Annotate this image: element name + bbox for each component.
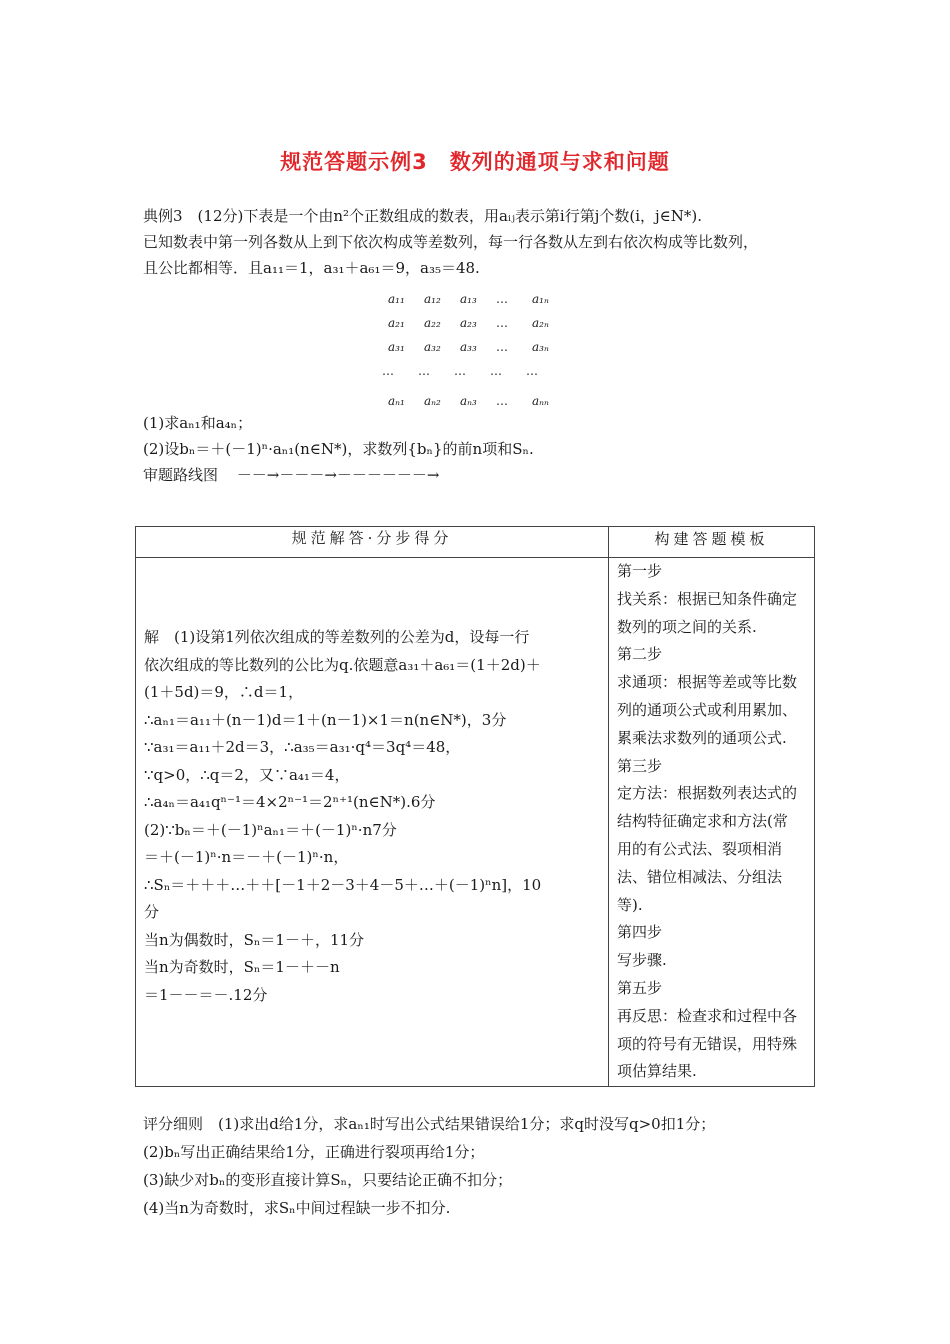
- matrix-cell: aₙₙ: [532, 394, 549, 408]
- solution-lines: [144, 558, 600, 1009]
- matrix-cell: aₙ₂: [424, 394, 441, 408]
- template-line: 第二步: [617, 645, 663, 664]
- template-line: 项估算结果.: [617, 1062, 697, 1081]
- solution-line: ∴Sₙ＝＋＋＋…＋＋[－1＋2－3＋4－5＋…＋(－1)ⁿn]，10: [144, 875, 542, 894]
- matrix-cell: …: [382, 364, 394, 378]
- solution-line: 当n为奇数时，Sₙ＝1－＋－n: [144, 958, 340, 976]
- matrix-row: [382, 364, 568, 388]
- header-template: 构建答题模板: [609, 527, 815, 558]
- matrix-cell: …: [526, 364, 538, 378]
- matrix-cell: …: [454, 364, 466, 378]
- solution-line: 当n为偶数时，Sₙ＝1－＋，11分: [144, 930, 365, 949]
- matrix-cell: aₙ₁: [388, 394, 405, 408]
- matrix-row: [388, 316, 568, 340]
- template-lines: [617, 558, 808, 1086]
- template-line: 数列的项之间的关系.: [617, 617, 757, 636]
- template-line: 列的通项公式或利用累加、: [617, 700, 798, 719]
- problem-line: 且公比都相等．且a₁₁＝1，a₃₁＋a₆₁＝9，a₃₅＝48.: [143, 259, 480, 277]
- grading-line: 评分细则 (1)求出d给1分，求aₙ₁时写出公式结果错误给1分；求q时没写q>0扣1分；: [143, 1115, 716, 1133]
- solution-line: 解 (1)设第1列依次组成的等差数列的公差为d，设每一行: [144, 628, 530, 646]
- solution-line: ∵q>0，∴q＝2，又∵a₄₁＝4，: [144, 765, 350, 784]
- grading-line: (4)当n为奇数时，求Sₙ中间过程缺一步不扣分.: [143, 1199, 451, 1217]
- template-line: 结构特征确定求和方法(常: [617, 812, 788, 831]
- matrix-cell: a₂ₙ: [532, 316, 549, 330]
- grading-line: (2)bₙ写出正确结果给1分，正确进行裂项再给1分；: [143, 1143, 485, 1161]
- questions: [143, 410, 823, 488]
- problem-line: 典例3 (12分)下表是一个由n²个正数组成的数表，用aᵢⱼ表示第i行第j个数(i，j∈N*).: [143, 207, 703, 225]
- template-line: 第三步: [617, 756, 663, 775]
- template-line: 定方法：根据数列表达式的: [617, 784, 798, 803]
- template-line: 项的符号有无错误，用特殊: [617, 1034, 798, 1053]
- solution-line: ＝1－－＝－.12分: [144, 985, 268, 1004]
- solution-cell: [136, 558, 609, 1087]
- template-line: 用的有公式法、裂项相消: [617, 839, 783, 858]
- route-arrows: －－→－－－→－－－－－－→: [236, 466, 440, 484]
- solution-line: (1＋5d)＝9，∴d＝1，: [144, 683, 304, 701]
- template-line: 第五步: [617, 978, 663, 997]
- solution-line: ∴aₙ₁＝a₁₁＋(n－1)d＝1＋(n－1)×1＝n(n∈N*)，3分: [144, 710, 507, 729]
- matrix-cell: a₁₁: [388, 292, 405, 306]
- matrix-cell: …: [490, 364, 502, 378]
- template-line: 法、错位相减法、分组法: [617, 867, 783, 886]
- template-line: 等).: [617, 895, 643, 914]
- matrix-cell: …: [496, 292, 508, 306]
- template-line: 求通项：根据等差或等比数: [617, 673, 798, 692]
- matrix-cell: a₁ₙ: [532, 292, 549, 306]
- matrix-cell: a₂₃: [460, 316, 477, 330]
- matrix-cell: a₁₂: [424, 292, 441, 306]
- page-title: 规范答题示例3 数列的通项与求和问题: [280, 150, 670, 174]
- number-matrix: [382, 292, 568, 418]
- header-solution: 规范解答·分步得分: [136, 527, 609, 558]
- template-line: 累乘法求数列的通项公式.: [617, 728, 787, 747]
- matrix-cell: a₃ₙ: [532, 340, 549, 354]
- table-body-row: [136, 558, 815, 1087]
- solution-line: ∴a₄ₙ＝a₄₁qⁿ⁻¹＝4×2ⁿ⁻¹＝2ⁿ⁺¹(n∈N*).6分: [144, 793, 436, 811]
- matrix-cell: …: [418, 364, 430, 378]
- matrix-row: [388, 340, 568, 364]
- grading-line: (3)缺少对bₙ的变形直接计算Sₙ，只要结论正确不扣分；: [143, 1171, 513, 1189]
- matrix-cell: …: [496, 316, 508, 330]
- solution-line: ∵a₃₁＝a₁₁＋2d＝3，∴a₃₅＝a₃₁·q⁴＝3q⁴＝48，: [144, 738, 461, 756]
- question-1: (1)求aₙ₁和a₄ₙ；: [143, 414, 253, 432]
- template-line: 找关系：根据已知条件确定: [617, 589, 798, 608]
- question-2: (2)设bₙ＝＋(－1)ⁿ·aₙ₁(n∈N*)，求数列{bₙ}的前n项和Sₙ.: [143, 440, 534, 458]
- matrix-row: [388, 292, 568, 316]
- solution-line: 依次组成的等比数列的公比为q.依题意a₃₁＋a₆₁＝(1＋2d)＋: [144, 655, 541, 674]
- problem-statement: [143, 203, 823, 281]
- matrix-cell: a₃₁: [388, 340, 405, 354]
- matrix-cell: a₃₂: [424, 340, 441, 354]
- matrix-cell: …: [496, 340, 508, 354]
- solution-line: 分: [144, 903, 160, 921]
- solution-table: [135, 526, 815, 1087]
- matrix-cell: a₁₃: [460, 292, 477, 306]
- grading-details: [143, 1110, 823, 1222]
- matrix-cell: a₃₃: [460, 340, 477, 354]
- solution-line: (2)∵bₙ＝＋(－1)ⁿaₙ₁＝＋(－1)ⁿ·n7分: [144, 820, 397, 839]
- template-line: 写步骤.: [617, 951, 667, 970]
- matrix-cell: aₙ₃: [460, 394, 477, 408]
- template-line: 第四步: [617, 923, 663, 942]
- matrix-cell: a₂₂: [424, 316, 441, 330]
- template-line: 第一步: [617, 562, 663, 580]
- problem-line: 已知数表中第一列各数从上到下依次构成等差数列，每一行各数从左到右依次构成等比数列，: [143, 233, 759, 251]
- matrix-cell: a₂₁: [388, 316, 405, 330]
- route-diagram: [143, 462, 823, 488]
- matrix-cell: …: [496, 394, 508, 408]
- solution-line: ＝＋(－1)ⁿ·n＝－＋(－1)ⁿ·n，: [144, 848, 349, 866]
- template-line: 再反思：检查求和过程中各: [617, 1006, 798, 1025]
- template-cell: [609, 558, 815, 1087]
- route-label: 审题路线图: [143, 466, 219, 484]
- table-header-row: [136, 527, 815, 558]
